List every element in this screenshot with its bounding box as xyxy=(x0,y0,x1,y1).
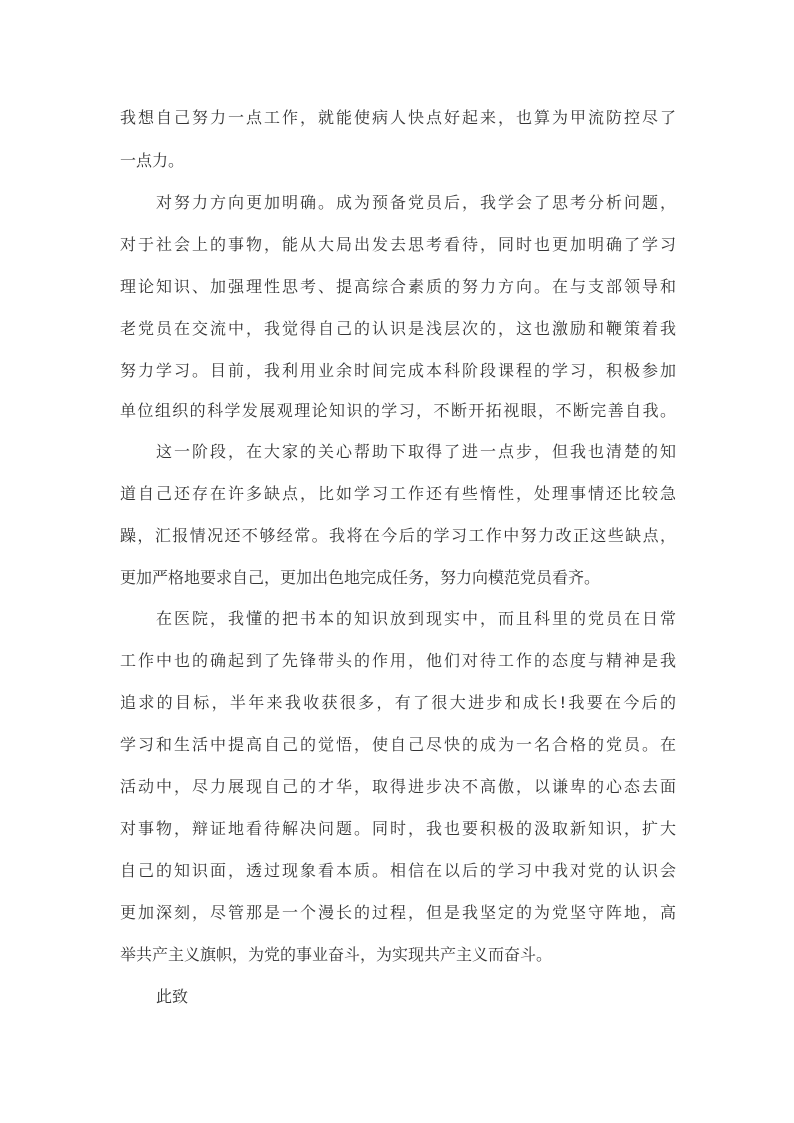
text-line: 老党员在交流中，我觉得自己的认识是浅层次的，这也激励和鞭策着我 xyxy=(120,319,676,338)
text-line: 单位组织的科学发展观理论知识的学习，不断开拓视眼，不断完善自我。 xyxy=(120,401,676,420)
closing-salutation: 此致 xyxy=(156,987,189,1006)
text-line: 更加严格地要求自己，更加出色地完成任务，努力向模范党员看齐。 xyxy=(120,568,601,587)
text-line: 对事物，辩证地看待解决问题。同时，我也要积极的汲取新知识，扩大 xyxy=(120,819,676,838)
paragraph-start-line: 这一阶段，在大家的关心帮助下取得了进一点步，但我也清楚的知 xyxy=(156,442,676,461)
text-line: 追求的目标，半年来我收获很多，有了很大进步和成长!我要在今后的 xyxy=(120,693,676,712)
paragraph-start-line: 在医院，我懂的把书本的知识放到现实中，而且科里的党员在日常 xyxy=(156,609,676,628)
text-line: 自己的知识面，透过现象看本质。相信在以后的学习中我对党的认识会 xyxy=(120,861,676,880)
text-line: 更加深刻，尽管那是一个漫长的过程，但是我坚定的为党坚守阵地，高 xyxy=(120,903,676,922)
text-line: 努力学习。目前，我利用业余时间完成本科阶段课程的学习，积极参加 xyxy=(120,361,676,380)
text-line: 对于社会上的事物，能从大局出发去思考看待，同时也更加明确了学习 xyxy=(120,235,676,254)
paragraph-start-line: 对努力方向更加明确。成为预备党员后，我学会了思考分析问题， xyxy=(156,193,676,212)
text-line: 躁，汇报情况还不够经常。我将在今后的学习工作中努力改正这些缺点， xyxy=(120,526,676,545)
text-line: 一点力。 xyxy=(120,151,185,170)
text-line: 举共产主义旗帜，为党的事业奋斗，为实现共产主义而奋斗。 xyxy=(120,945,553,964)
text-line: 道自己还存在许多缺点，比如学习工作还有些惰性，处理事情还比较急 xyxy=(120,484,676,503)
text-line: 工作中也的确起到了先锋带头的作用，他们对待工作的态度与精神是我 xyxy=(120,651,676,670)
text-line: 我想自己努力一点工作，就能使病人快点好起来，也算为甲流防控尽了 xyxy=(120,108,676,127)
text-line: 活动中，尽力展现自己的才华，取得进步决不高傲，以谦卑的心态去面 xyxy=(120,777,676,796)
text-line: 理论知识、加强理性思考、提高综合素质的努力方向。在与支部领导和 xyxy=(120,277,676,296)
text-line: 学习和生活中提高自己的觉悟，使自己尽快的成为一名合格的党员。在 xyxy=(120,735,676,754)
